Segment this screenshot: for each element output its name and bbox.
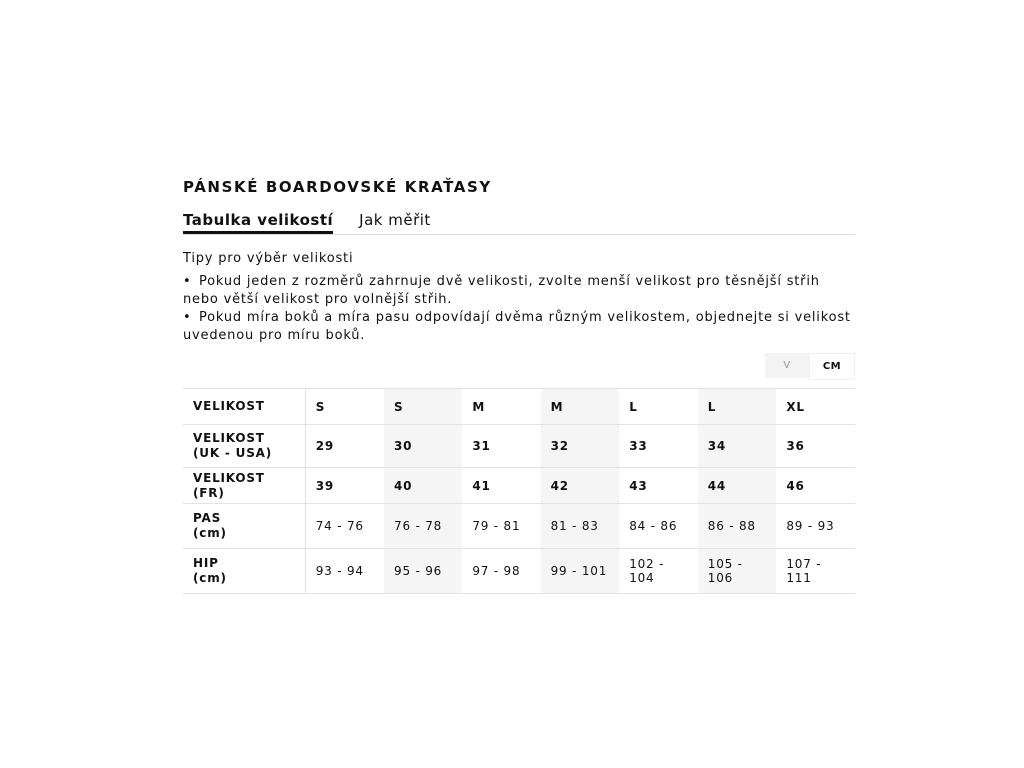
size-table bbox=[183, 388, 855, 594]
table-cell: 44 bbox=[698, 468, 777, 504]
table-row bbox=[183, 549, 855, 594]
tip-item bbox=[183, 309, 855, 345]
bullet-icon: • bbox=[183, 274, 192, 289]
table-cell: 86 - 88 bbox=[698, 504, 777, 549]
table-cell: 95 - 96 bbox=[384, 549, 462, 594]
table-cell: L bbox=[698, 389, 777, 425]
table-cell: M bbox=[541, 389, 620, 425]
row-label bbox=[183, 468, 305, 504]
row-label bbox=[183, 549, 305, 594]
table-cell: 33 bbox=[619, 425, 698, 468]
unit-inches-button[interactable]: V bbox=[765, 353, 809, 378]
table-cell: S bbox=[305, 389, 384, 425]
tab-bar bbox=[183, 209, 855, 235]
table-cell: 99 - 101 bbox=[541, 549, 620, 594]
table-cell: 102 - 104 bbox=[619, 549, 698, 594]
page-title: PÁNSKÉ BOARDOVSKÉ KRAŤASY bbox=[183, 178, 492, 196]
tab-how-to-measure[interactable]: Jak měřit bbox=[359, 211, 431, 229]
table-cell: 107 - 111 bbox=[776, 549, 855, 594]
table-cell: 43 bbox=[619, 468, 698, 504]
table-cell: 40 bbox=[384, 468, 462, 504]
table-cell: 84 - 86 bbox=[619, 504, 698, 549]
table-cell: 39 bbox=[305, 468, 384, 504]
table-cell: L bbox=[619, 389, 698, 425]
table-cell: 29 bbox=[305, 425, 384, 468]
table-cell: 31 bbox=[462, 425, 540, 468]
table-cell: 97 - 98 bbox=[462, 549, 540, 594]
table-row bbox=[183, 389, 855, 425]
table-cell: 30 bbox=[384, 425, 462, 468]
row-label-unit: (cm) bbox=[193, 571, 227, 585]
table-cell: 34 bbox=[698, 425, 777, 468]
table-cell: 41 bbox=[462, 468, 540, 504]
row-label-text: VELIKOST (UK - USA) bbox=[193, 431, 273, 460]
table-cell: 74 - 76 bbox=[305, 504, 384, 549]
table-cell: 32 bbox=[541, 425, 620, 468]
table-cell: M bbox=[462, 389, 540, 425]
row-label-text: HIP bbox=[193, 556, 219, 570]
table-cell: 42 bbox=[541, 468, 620, 504]
table-cell: S bbox=[384, 389, 462, 425]
unit-toggle bbox=[183, 353, 855, 378]
tips-list bbox=[183, 273, 855, 345]
table-cell: 105 - 106 bbox=[698, 549, 777, 594]
bullet-icon: • bbox=[183, 310, 192, 325]
tab-size-chart[interactable]: Tabulka velikostí bbox=[183, 209, 333, 234]
tip-item bbox=[183, 273, 855, 309]
row-label bbox=[183, 425, 305, 468]
table-cell: 76 - 78 bbox=[384, 504, 462, 549]
table-row bbox=[183, 468, 855, 504]
table-cell: 79 - 81 bbox=[462, 504, 540, 549]
row-label-text: PAS bbox=[193, 511, 222, 525]
table-row bbox=[183, 504, 855, 549]
tip-text: Pokud míra boků a míra pasu odpovídají dvěma různým velikostem, objednejte si velikost uvedenou pro míru boků. bbox=[183, 310, 851, 343]
row-label-text: VELIKOST bbox=[193, 399, 265, 413]
table-cell: 46 bbox=[776, 468, 855, 504]
row-label bbox=[183, 504, 305, 549]
size-tips bbox=[183, 250, 855, 345]
table-row bbox=[183, 425, 855, 468]
unit-cm-button[interactable]: CM bbox=[809, 353, 855, 380]
tip-text: Pokud jeden z rozměrů zahrnuje dvě velikosti, zvolte menší velikost pro těsnější střih nebo větší velikost pro volnější střih. bbox=[183, 274, 820, 307]
row-label-unit: (cm) bbox=[193, 526, 227, 540]
table-cell: 93 - 94 bbox=[305, 549, 384, 594]
tips-heading: Tipy pro výběr velikosti bbox=[183, 251, 354, 266]
size-guide bbox=[183, 175, 855, 594]
table-cell: 81 - 83 bbox=[541, 504, 620, 549]
row-label-text: VELIKOST (FR) bbox=[193, 470, 265, 500]
table-cell: 36 bbox=[776, 425, 855, 468]
table-cell: 89 - 93 bbox=[776, 504, 855, 549]
row-label bbox=[183, 389, 305, 425]
table-cell: XL bbox=[776, 389, 855, 425]
